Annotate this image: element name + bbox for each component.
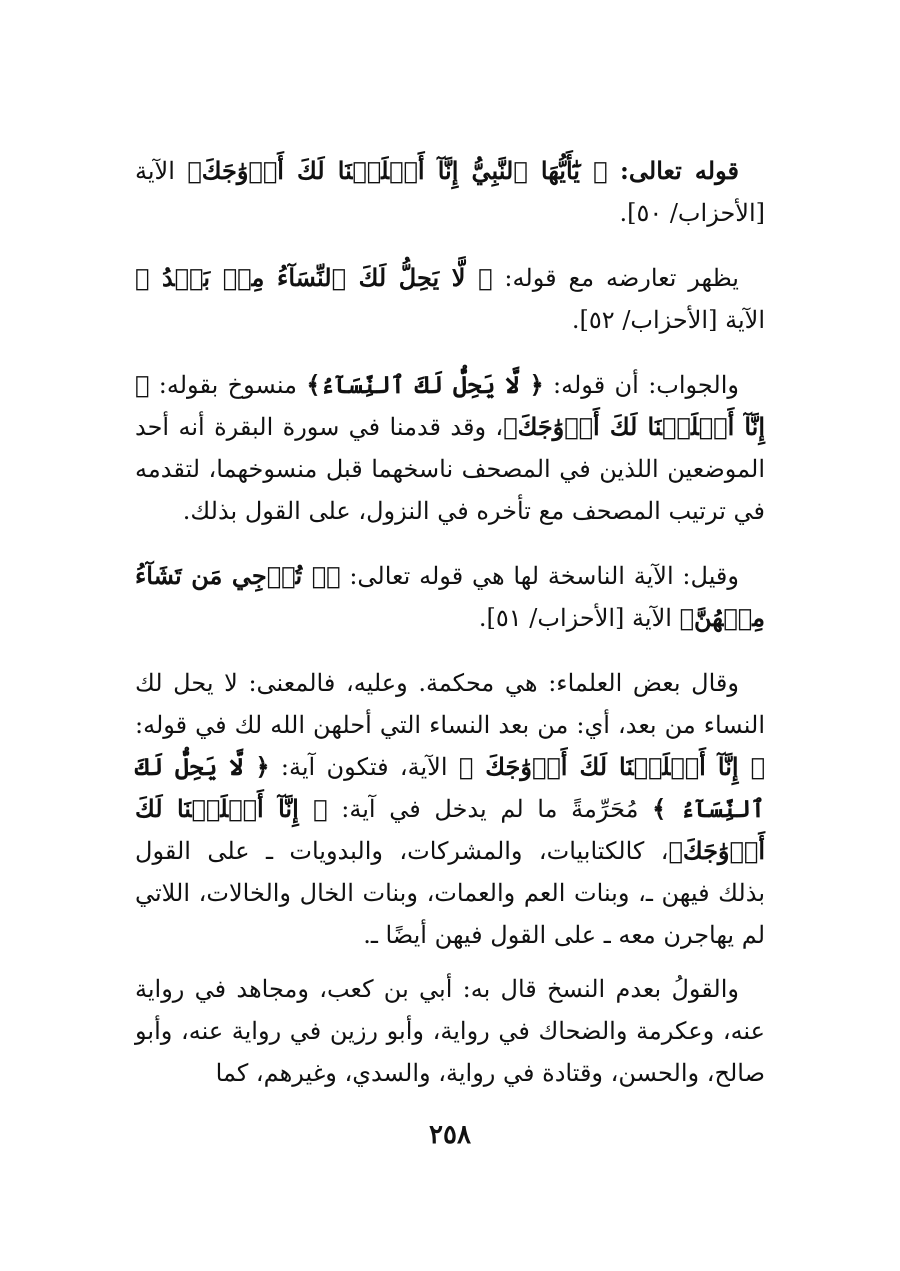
quran-verse: ﴿ لَّا يَحِلُّ لَكَ ٱلنِّسَآءُ مِنۢ بَعۡدُ ﴾ bbox=[135, 263, 493, 292]
quran-verse: ﴿ إِنَّآ أَحۡلَلۡنَا لَكَ أَزۡوَٰجَكَ﴾ bbox=[135, 794, 765, 865]
paragraph-text: والجواب: أن قوله: bbox=[553, 371, 739, 399]
verse-reference: الآية [الأحزاب/ ٥١]. bbox=[478, 604, 672, 632]
paragraph-text: وقال بعض العلماء: هي محكمة. وعليه، فالمعنى: لا يحل لك النساء من بعد، أي: من بعد النساء التي أحلهن الله لك في قوله: bbox=[135, 669, 765, 739]
paragraph-5 bbox=[135, 662, 765, 956]
paragraph-text: الآية، فتكون آية: bbox=[280, 753, 448, 781]
paragraph-6 bbox=[135, 968, 765, 1094]
paragraph-text: ، وقد قدمنا في سورة البقرة أنه أحد الموضعين اللذين في المصحف ناسخهما قبل منسوخهما، لتقدمه في ترتيب المصحف مع تأخره في النزول، على القول بذلك. bbox=[135, 413, 765, 525]
paragraph-text: يظهر تعارضه مع قوله: bbox=[504, 264, 739, 292]
paragraph-4 bbox=[135, 555, 765, 639]
paragraph-text: ، كالكتابيات، والمشركات، والبدويات ـ على القول بذلك فيهن ـ، وبنات العم والعمات، وبنات الخال والخالات، اللاتي لم يهاجرن معه ـ على القول فيهن أيضًا ـ. bbox=[135, 837, 765, 949]
paragraph-text: منسوخ بقوله: bbox=[158, 371, 298, 399]
paragraph-text: وقيل: الآية الناسخة لها هي قوله تعالى: bbox=[349, 562, 739, 590]
verse-reference: الآية [الأحزاب/ ٥٠]. bbox=[135, 157, 765, 227]
quran-verse: ﴿ لَّا يَحِلُّ لَكَ ٱلنِّسَآءُ﴾ bbox=[306, 370, 544, 399]
paragraph-3 bbox=[135, 364, 765, 532]
page-number: ٢٥٨ bbox=[429, 1120, 471, 1150]
paragraph-2 bbox=[135, 257, 765, 341]
verse-intro-label: قوله تعالى: bbox=[620, 156, 739, 185]
quran-verse: ﴿ يَٰٓأَيُّهَا ٱلنَّبِيُّ إِنَّآ أَحۡلَلۡنَا لَكَ أَزۡوَٰجَكَ﴾ bbox=[187, 156, 608, 185]
quran-verse: ﴿ لَّا يَحِلُّ لَكَ ٱلنِّسَآءُ ﴾ bbox=[135, 752, 765, 823]
paragraph-1 bbox=[135, 150, 765, 234]
paragraph-text: مُحَرِّمةً ما لم يدخل في آية: bbox=[341, 795, 639, 823]
verse-reference: الآية [الأحزاب/ ٥٢]. bbox=[571, 306, 765, 334]
quran-verse: ﴿ إِنَّآ أَحۡلَلۡنَا لَكَ أَزۡوَٰجَكَ﴾ bbox=[135, 370, 766, 441]
quran-verse: ﴿۞ تُرۡجِي مَن تَشَآءُ مِنۡهُنَّ﴾ bbox=[135, 561, 765, 632]
paragraph-text: والقولُ بعدم النسخ قال به: أبي بن كعب، ومجاهد في رواية عنه، وعكرمة والضحاك في رواية، وأبو رزين في رواية عنه، وأبو صالح، والحسن، وقتادة في رواية، والسدي، وغيرهم، كما bbox=[135, 975, 765, 1087]
quran-verse: ﴿ إِنَّآ أَحۡلَلۡنَا لَكَ أَزۡوَٰجَكَ ﴾ bbox=[458, 752, 765, 781]
